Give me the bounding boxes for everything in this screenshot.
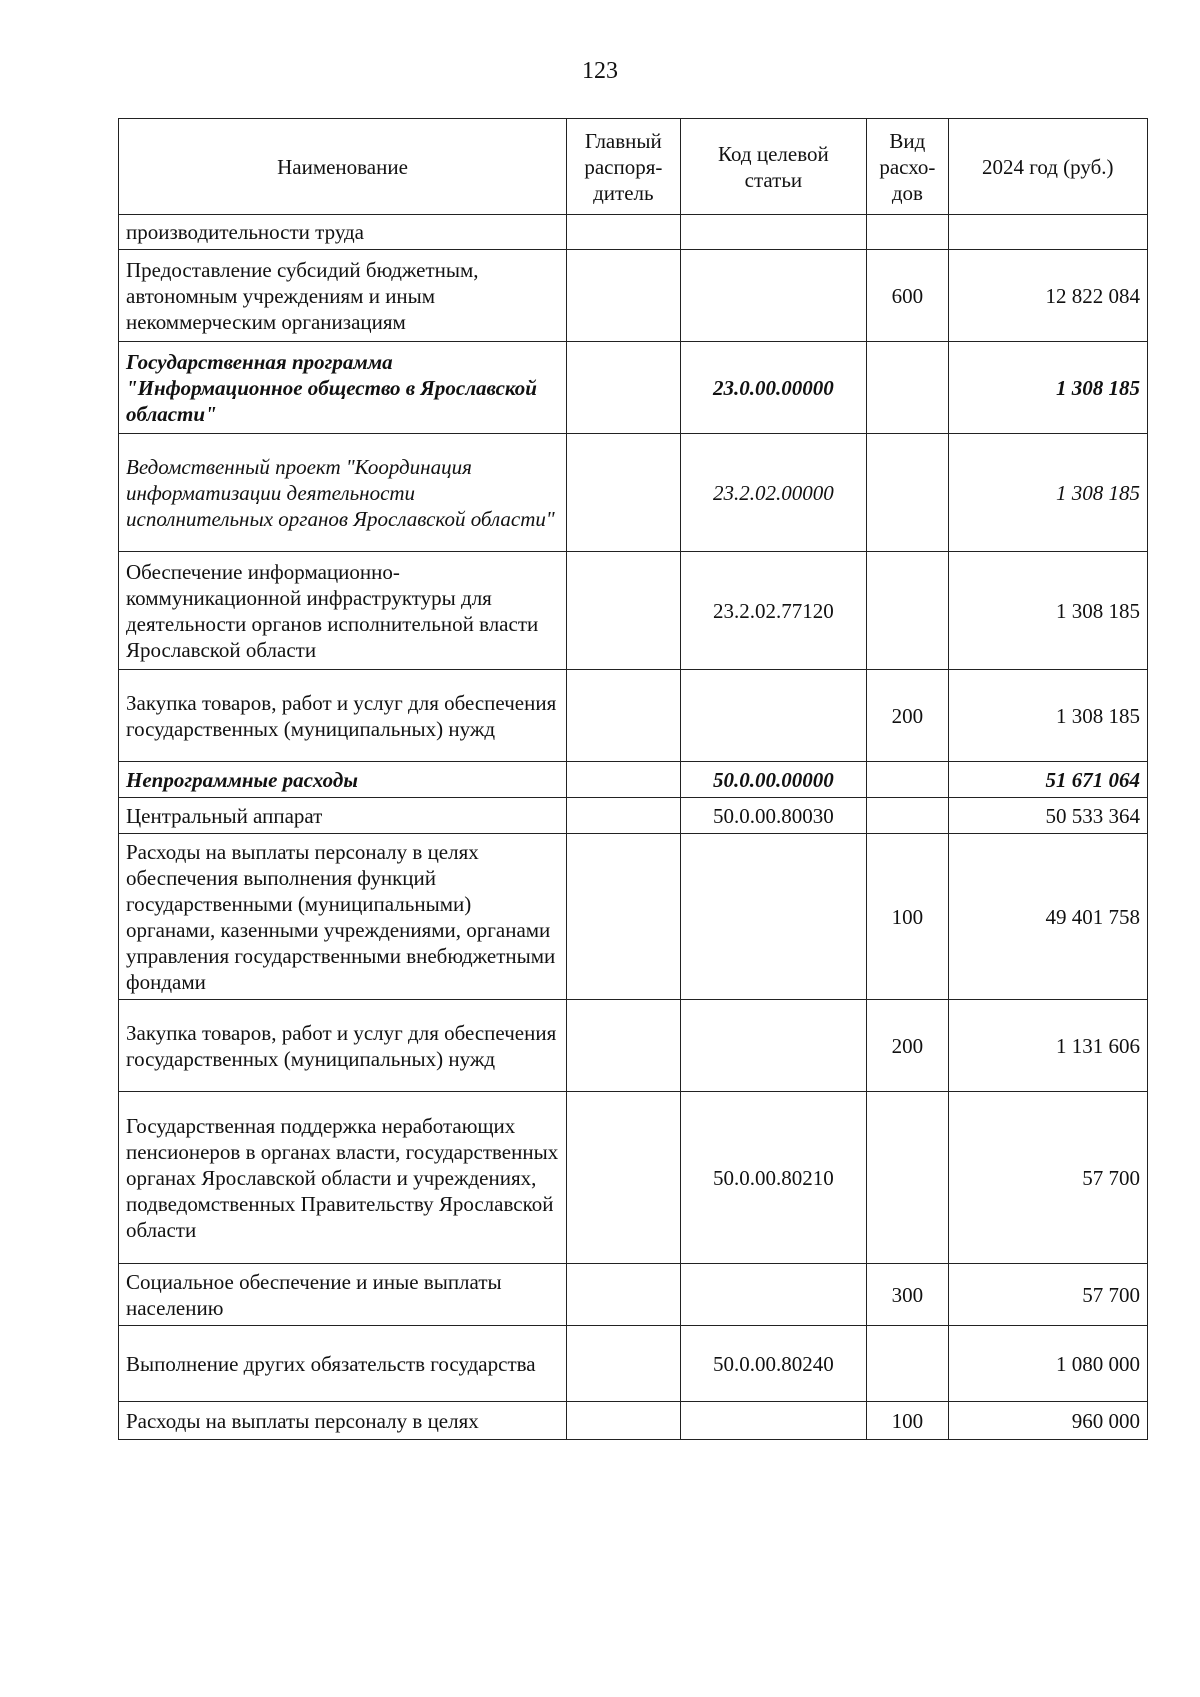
row-chief-manager — [567, 834, 681, 1000]
row-chief-manager — [567, 670, 681, 762]
row-name: Ведомственный проект "Координация информатизации деятельности исполнительных органов Ярославской области" — [119, 434, 567, 552]
row-expense-type — [867, 215, 948, 250]
row-amount: 960 000 — [948, 1402, 1147, 1440]
row-expense-type — [867, 762, 948, 798]
row-expense-type: 600 — [867, 250, 948, 342]
row-target-code — [680, 250, 867, 342]
row-target-code — [680, 1264, 867, 1326]
row-amount: 1 308 185 — [948, 434, 1147, 552]
table-row — [119, 762, 1148, 798]
header-year-2024: 2024 год (руб.) — [948, 119, 1147, 215]
row-target-code — [680, 834, 867, 1000]
table-body — [119, 215, 1148, 1440]
row-chief-manager — [567, 1092, 681, 1264]
table-row — [119, 1000, 1148, 1092]
row-amount: 12 822 084 — [948, 250, 1147, 342]
row-amount: 1 308 185 — [948, 670, 1147, 762]
row-expense-type: 100 — [867, 1402, 948, 1440]
row-amount: 1 308 185 — [948, 552, 1147, 670]
row-amount: 1 308 185 — [948, 342, 1147, 434]
row-name: Обеспечение информационно-коммуникационной инфраструктуры для деятельности органов исполнительной власти Ярославской области — [119, 552, 567, 670]
row-chief-manager — [567, 215, 681, 250]
row-name: Расходы на выплаты персоналу в целях — [119, 1402, 567, 1440]
table-row — [119, 342, 1148, 434]
header-target-code: Код целевой статьи — [680, 119, 867, 215]
table-row — [119, 1264, 1148, 1326]
row-expense-type — [867, 434, 948, 552]
row-target-code: 50.0.00.80210 — [680, 1092, 867, 1264]
table-row — [119, 434, 1148, 552]
row-name: Центральный аппарат — [119, 798, 567, 834]
row-target-code — [680, 215, 867, 250]
row-name: Предоставление субсидий бюджетным, автономным учреждениям и иным некоммерческим организациям — [119, 250, 567, 342]
row-name: Закупка товаров, работ и услуг для обеспечения государственных (муниципальных) нужд — [119, 1000, 567, 1092]
row-chief-manager — [567, 434, 681, 552]
row-name: Закупка товаров, работ и услуг для обеспечения государственных (муниципальных) нужд — [119, 670, 567, 762]
header-expense-type: Вид расхо-дов — [867, 119, 948, 215]
row-name: производительности труда — [119, 215, 567, 250]
row-chief-manager — [567, 552, 681, 670]
row-amount: 49 401 758 — [948, 834, 1147, 1000]
row-target-code — [680, 1402, 867, 1440]
row-name: Расходы на выплаты персоналу в целях обеспечения выполнения функций государственными (муниципальными) органами, казенными учреждениями, органами управления государственными внебюджетными фондами — [119, 834, 567, 1000]
row-target-code — [680, 670, 867, 762]
row-amount: 51 671 064 — [948, 762, 1147, 798]
row-expense-type: 300 — [867, 1264, 948, 1326]
row-amount: 1 080 000 — [948, 1326, 1147, 1402]
table-row — [119, 1402, 1148, 1440]
table-row — [119, 1326, 1148, 1402]
row-target-code: 50.0.00.80240 — [680, 1326, 867, 1402]
row-expense-type — [867, 1326, 948, 1402]
row-target-code: 23.2.02.77120 — [680, 552, 867, 670]
table-row — [119, 1092, 1148, 1264]
row-name: Непрограммные расходы — [119, 762, 567, 798]
table-row — [119, 834, 1148, 1000]
row-chief-manager — [567, 1402, 681, 1440]
row-chief-manager — [567, 250, 681, 342]
row-expense-type: 200 — [867, 1000, 948, 1092]
row-target-code: 23.2.02.00000 — [680, 434, 867, 552]
table-row — [119, 215, 1148, 250]
row-chief-manager — [567, 342, 681, 434]
row-expense-type: 100 — [867, 834, 948, 1000]
budget-table — [118, 118, 1148, 1440]
row-name: Выполнение других обязательств государства — [119, 1326, 567, 1402]
row-target-code: 23.0.00.00000 — [680, 342, 867, 434]
table-row — [119, 552, 1148, 670]
row-target-code: 50.0.00.00000 — [680, 762, 867, 798]
row-expense-type — [867, 552, 948, 670]
row-amount: 57 700 — [948, 1264, 1147, 1326]
row-expense-type: 200 — [867, 670, 948, 762]
row-expense-type — [867, 1092, 948, 1264]
row-amount: 50 533 364 — [948, 798, 1147, 834]
header-name: Наименование — [119, 119, 567, 215]
table-row — [119, 250, 1148, 342]
row-amount: 57 700 — [948, 1092, 1147, 1264]
row-chief-manager — [567, 1326, 681, 1402]
row-expense-type — [867, 342, 948, 434]
row-name: Государственная поддержка неработающих пенсионеров в органах власти, государственных органах Ярославской области и учреждениях, подведомственных Правительству Ярославской области — [119, 1092, 567, 1264]
page-number: 123 — [582, 58, 618, 84]
row-amount: 1 131 606 — [948, 1000, 1147, 1092]
table-row — [119, 798, 1148, 834]
row-name: Государственная программа "Информационное общество в Ярославской области" — [119, 342, 567, 434]
row-name: Социальное обеспечение и иные выплаты населению — [119, 1264, 567, 1326]
table-row — [119, 670, 1148, 762]
row-target-code — [680, 1000, 867, 1092]
header-chief-manager: Главный распоря-дитель — [567, 119, 681, 215]
row-chief-manager — [567, 1000, 681, 1092]
row-amount — [948, 215, 1147, 250]
table-header-row — [119, 119, 1148, 215]
row-target-code: 50.0.00.80030 — [680, 798, 867, 834]
row-expense-type — [867, 798, 948, 834]
row-chief-manager — [567, 762, 681, 798]
row-chief-manager — [567, 798, 681, 834]
row-chief-manager — [567, 1264, 681, 1326]
